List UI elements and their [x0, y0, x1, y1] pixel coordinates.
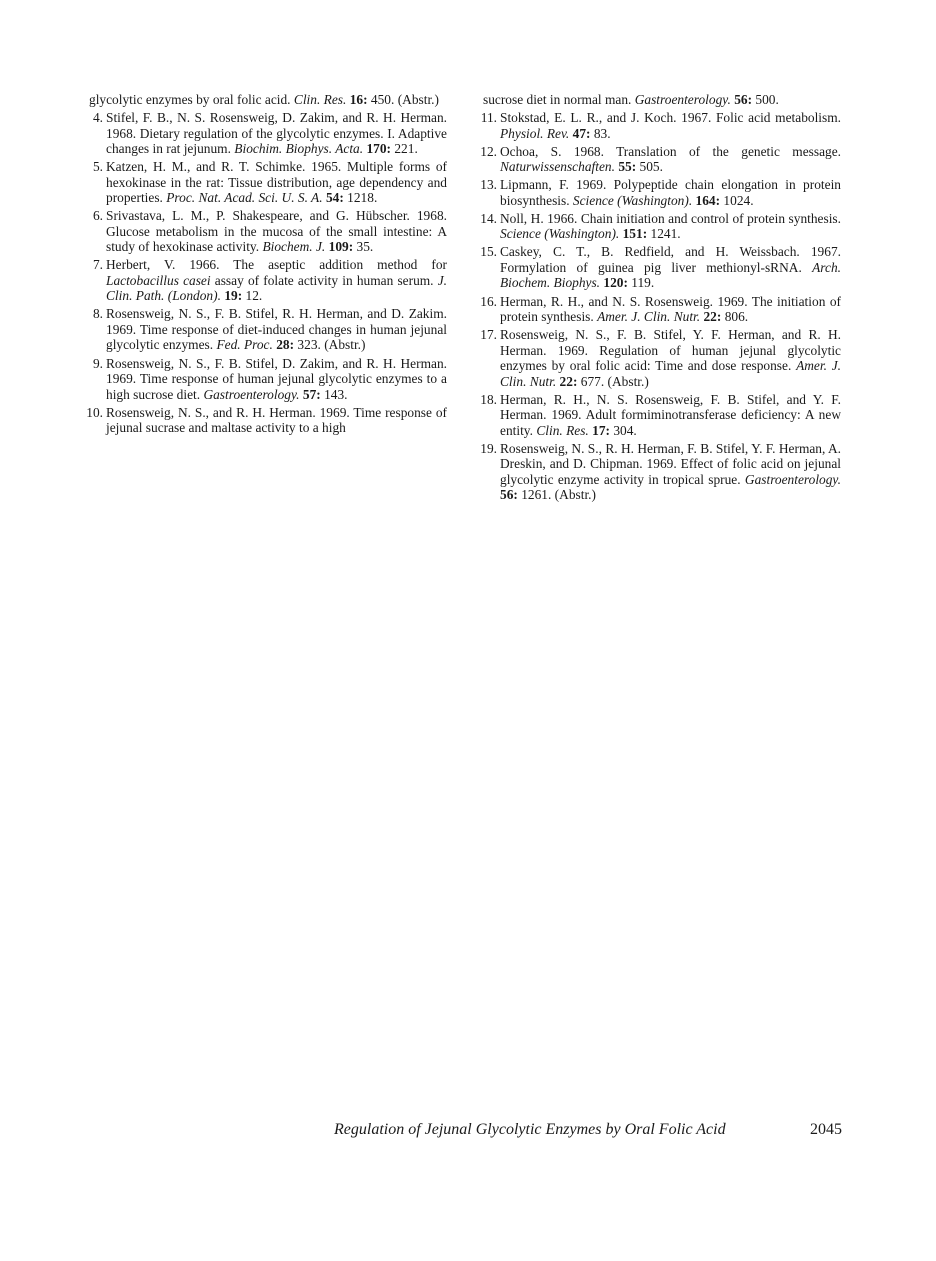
reference-item	[480, 391, 841, 439]
reference-item	[480, 293, 841, 325]
reference-text: Rosensweig, N. S., F. B. Stifel, R. H. Herman, and D. Zakim. 1969. Time response of diet-induced changes in human jejunal glycolytic enzymes. Fed. Proc. 28: 323. (Abstr.)	[106, 306, 447, 353]
reference-item	[480, 210, 841, 242]
running-title: Regulation of Jejunal Glycolytic Enzymes by Oral Folic Acid	[334, 1121, 726, 1138]
reference-text: sucrose diet in normal man. Gastroenterology. 56: 500.	[483, 92, 779, 107]
reference-number: 19.	[480, 440, 497, 456]
reference-number: 10.	[86, 404, 103, 420]
reference-text: Lipmann, F. 1969. Polypeptide chain elongation in protein biosynthesis. Science (Washington). 164: 1024.	[500, 177, 841, 208]
reference-text: Rosensweig, N. S., and R. H. Herman. 1969. Time response of jejunal sucrase and maltase activity to a high	[106, 404, 447, 436]
reference-number: 16.	[480, 293, 497, 309]
reference-number: 18.	[480, 391, 497, 407]
reference-text: Stokstad, E. L. R., and J. Koch. 1967. Folic acid metabolism. Physiol. Rev. 47: 83.	[500, 110, 841, 141]
reference-text: Stifel, F. B., N. S. Rosensweig, D. Zakim, and R. H. Herman. 1968. Dietary regulation of the glycolytic enzymes. I. Adaptive changes in rat jejunum. Biochim. Biophys. Acta. 170: 221.	[106, 110, 447, 157]
reference-item	[480, 177, 841, 208]
reference-text: Srivastava, L. M., P. Shakespeare, and G. Hübscher. 1968. Glucose metabolism in the mucosa of the small intestine: A study of hexokinase activity. Biochem. J. 109: 35.	[106, 208, 447, 255]
reference-continuation	[483, 92, 841, 108]
reference-item	[480, 143, 841, 175]
reference-text: Rosensweig, N. S., F. B. Stifel, D. Zakim, and R. H. Herman. 1969. Time response of human jejunal glycolytic enzymes to a high sucrose diet. Gastroenterology. 57: 143.	[106, 355, 447, 402]
reference-number: 6.	[92, 208, 103, 224]
reference-number: 5.	[92, 159, 103, 175]
reference-text: Ochoa, S. 1968. Translation of the genetic message. Naturwissenschaften. 55: 505.	[500, 143, 841, 175]
reference-list-right	[480, 92, 841, 505]
page-footer	[334, 1121, 842, 1139]
reference-item	[86, 404, 447, 436]
reference-number: 4.	[92, 110, 103, 126]
reference-text: Caskey, C. T., B. Redfield, and H. Weissbach. 1967. Formylation of guinea pig liver methionyl-sRNA. Arch. Biochem. Biophys. 120: 119.	[500, 244, 841, 291]
reference-number: 9.	[92, 355, 103, 371]
reference-text: Herman, R. H., N. S. Rosensweig, F. B. Stifel, and Y. F. Herman. 1969. Adult formiminotransferase deficiency: A new entity. Clin. Res. 17: 304.	[500, 391, 841, 438]
reference-number: 15.	[480, 244, 497, 260]
page-number: 2045	[810, 1121, 842, 1138]
reference-item	[89, 356, 447, 403]
reference-item	[480, 244, 841, 291]
reference-item	[89, 257, 447, 304]
reference-text: Rosensweig, N. S., F. B. Stifel, Y. F. Herman, and R. H. Herman. 1969. Regulation of human jejunal glycolytic enzymes by oral folic acid: Time and dose response. Amer. J. Clin. Nutr. 22: 677. (Abstr.)	[500, 327, 841, 389]
reference-item	[480, 110, 841, 141]
reference-list-left	[86, 92, 448, 438]
reference-number: 11.	[480, 110, 497, 126]
reference-number: 12.	[480, 143, 497, 159]
reference-item	[480, 327, 841, 389]
reference-text: Rosensweig, N. S., R. H. Herman, F. B. Stifel, Y. F. Herman, A. Dreskin, and D. Chipman. 1969. Effect of folic acid on jejunal glycolytic enzyme activity in tropical sprue. Gastroenterology. 56: 1261. (Abstr.)	[500, 440, 841, 503]
reference-item	[480, 440, 841, 503]
reference-text: Noll, H. 1966. Chain initiation and control of protein synthesis. Science (Washington). 151: 1241.	[500, 210, 841, 242]
reference-text: Herman, R. H., and N. S. Rosensweig. 1969. The initiation of protein synthesis. Amer. J. Clin. Nutr. 22: 806.	[500, 293, 841, 325]
reference-number: 13.	[480, 177, 497, 193]
reference-item	[89, 110, 447, 157]
reference-number: 8.	[92, 306, 103, 322]
reference-text: glycolytic enzymes by oral folic acid. Clin. Res. 16: 450. (Abstr.)	[89, 92, 439, 107]
reference-text: Herbert, V. 1966. The aseptic addition method for Lactobacillus casei assay of folate activity in human serum. J. Clin. Path. (London). 19: 12.	[106, 257, 448, 304]
reference-item	[89, 159, 447, 206]
reference-item	[89, 306, 447, 353]
reference-text: Katzen, H. M., and R. T. Schimke. 1965. Multiple forms of hexokinase in the rat: Tissue distribution, age dependency and properties. Proc. Nat. Acad. Sci. U. S. A. 54: 1218.	[106, 159, 447, 206]
reference-continuation	[89, 92, 447, 108]
reference-item	[89, 208, 447, 255]
reference-number: 14.	[480, 210, 497, 226]
reference-number: 7.	[92, 257, 103, 273]
reference-number: 17.	[480, 327, 497, 343]
